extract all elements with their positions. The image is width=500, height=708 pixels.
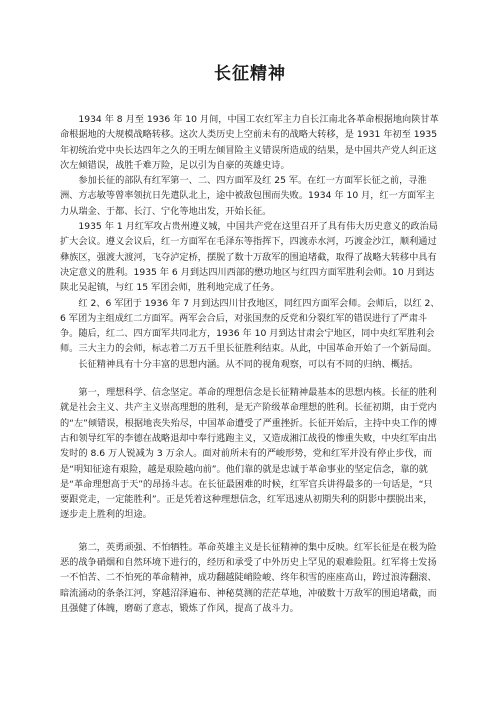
paragraph-intro: 1934 年 8 月至 1936 年 10 月间，中国工农红军主力自长江南北各革命根据地向陕甘革命根据地的大规模战略转移。这次人类历史上空前未有的战略大转移，是 1931 年初至 1935 年初统治党中央长达四年之久的王明左倾冒险主义错误所造成的结果，是中国共产党人纠正这次左倾错误，战胜千难万险，足以引为自豪的英雄史诗。: [60, 114, 439, 171]
document-title: 长征精神: [214, 64, 286, 84]
paragraph-first-point: 第一，理想科学、信念坚定。革命的理想信念是长征精神最基本的思想内核。长征的胜利就是社会主义、共产主义崇高理想的胜利，是无产阶级革命理想的胜利。长征初期，由于党内的“左”倾错误，根据地丧失殆尽，中国革命遭受了严重挫折。长征开始后，主持中央工作的博古和领导红军的李德在战略退却中奉行逃跑主义，又造成湘江战役的惨重失败，中央红军由出发时的 8.6 万人锐减为 3 万余人。面对前所未有的严峻形势，党和红军并没有停止步伐，而是“明知征途有艰险，越是艰险越向前”。他们靠的就是忠诚于革命事业的坚定信念，靠的就是“革命理想高于天”的昂扬斗志。在长征最困难的时候，红军官兵讲得最多的一句话是，“只要跟党走，一定能胜利”。正是凭着这种理想信念，红军迅速从初期失利的阴影中摆脱出来，逐步走上胜利的坦途。: [60, 387, 438, 521]
paragraph-spirit-intro: 长征精神具有十分丰富的思想内涵。从不同的视角观察，可以有不同的归纳、概括。: [78, 358, 419, 370]
paragraph-reunion: 红 2、6 军团于 1936 年 7 月到达四川甘孜地区，同红四方面军会师。会师后，以红 2、6 军团为主组成红二方面军。两军会合后，对张国焘的反党和分裂红军的错误进行了严肃斗争。随后，红二、四方面军共同北方，1936 年 10 月到达甘肃会宁地区，同中央红军胜利会师。三大主力的会师，标志着二万五千里长征胜利结束。从此，中国革命开始了一个新局面。: [60, 297, 440, 355]
document-body: [60, 112, 440, 616]
paragraph-second-point: 第二，英勇顽强、不怕牺牲。革命英雄主义是长征精神的集中反映。红军长征是在极为险恶的战争硝烟和自然环境下进行的，经历和承受了中外历史上罕见的艰难险阻。红军将士发扬一不怕苦、二不怕死的革命精神，成功翻越陡峭险峻、终年积雪的座座高山，跨过浪涛翻滚、暗流涌动的条条江河，穿越沼泽遍布、神秘莫测的茫茫草地，冲破数十万敌军的围追堵截，而且强健了体魄，磨砺了意志，锻炼了作风，提高了战斗力。: [60, 541, 437, 614]
paragraph-zunyi: 1935 年 1 月红军攻占贵州遵义城，中国共产党在这里召开了具有伟大历史意义的政治局扩大会议。遵义会议后，红一方面军在毛泽东等指挥下，四渡赤水河，巧渡金沙江，顺利通过彝族区，强渡大渡河，飞夺泸定桥，摆脱了数十万敌军的围追堵截，取得了战略大转移中具有决定意义的胜利。1935 年 6 月到达四川西部的懋功地区与红四方面军胜利会师。10 月到达陕北吴起镇，与红 15 军团会师，胜利地完成了任务。: [60, 221, 438, 294]
paragraph-forces: 参加长征的部队有红军第一、二、四方面军及红 25 军。在红一方面军长征之前，寻淮洲、方志敏等曾率领抗日先遣队北上，途中被敌包围而失败。1934 年 10 月，红一方面军主力从瑞金、于都、长汀、宁化等地出发，开始长征。: [60, 175, 435, 217]
